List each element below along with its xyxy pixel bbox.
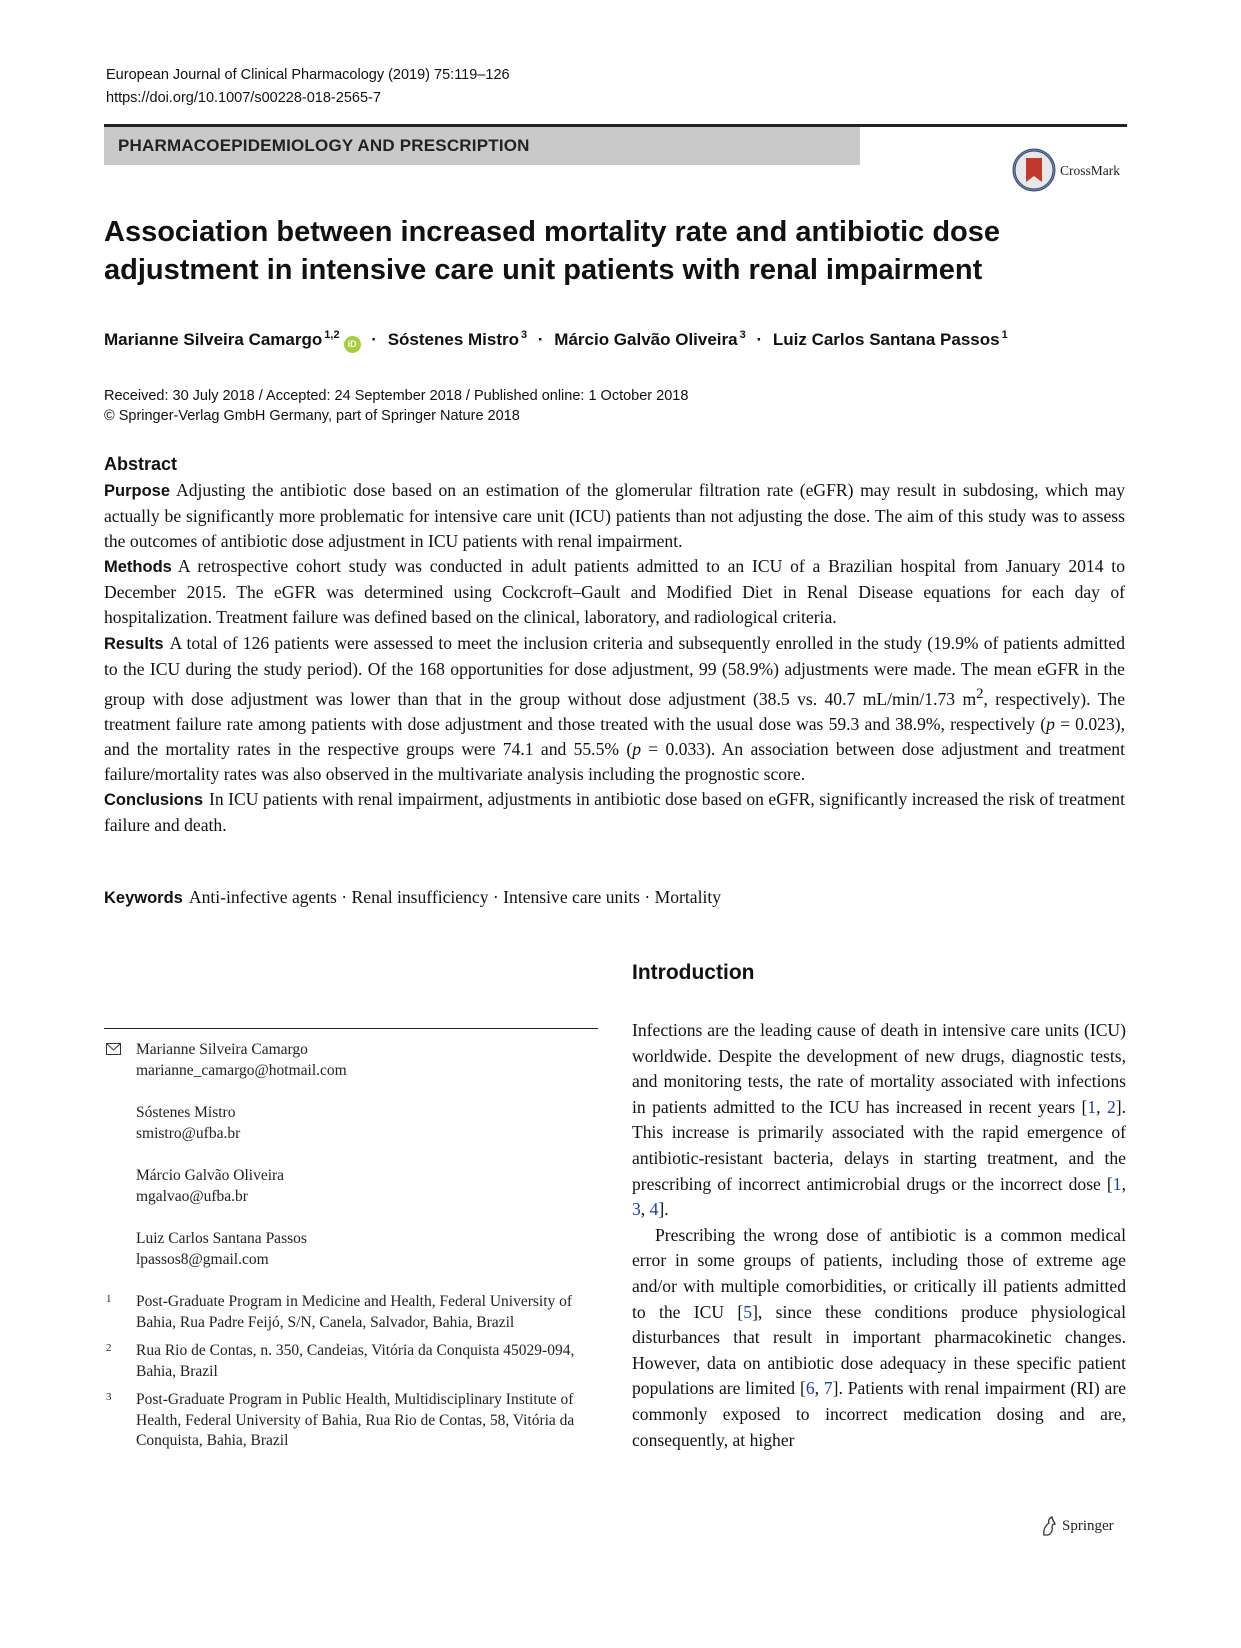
contact-name: Luiz Carlos Santana Passos [136, 1230, 307, 1247]
introduction-paragraph [632, 1223, 1126, 1453]
contact-name: Marianne Silveira Camargo [136, 1041, 308, 1058]
abstract-heading: Abstract [104, 454, 178, 474]
results-label: Results [104, 634, 164, 653]
corresponding-author [104, 1040, 598, 1081]
affiliation-text: Post-Graduate Program in Public Health, Multidisciplinary Institute of Health, Federal University of Bahia, Rua Rio de Contas, 58, Vitória da Conquista, Bahia, Brazil [136, 1391, 575, 1449]
section-label: PHARMACOEPIDEMIOLOGY AND PRESCRIPTION [118, 136, 530, 155]
methods-label: Methods [104, 558, 172, 577]
author-separator: · [371, 330, 377, 349]
keywords-text: Anti-infective agents · Renal insufficiency · Intensive care units · Mortality [188, 887, 722, 907]
author-footnotes [104, 1040, 598, 1460]
abstract-conclusions [104, 787, 1125, 838]
springer-logo [1040, 1515, 1130, 1539]
author-affiliation-ref: 3 [521, 329, 528, 341]
author-contact [104, 1229, 598, 1270]
introduction-paragraph [632, 1018, 1126, 1223]
publisher-name: Springer [1062, 1518, 1114, 1534]
intro-text: Infections are the leading cause of death in intensive care units (ICU) worldwide. Despite the development of new drugs, diagnostic tests, and monitoring tests, the rate of mortality associated with infections in patients admitted to the ICU has increased in recent years [ [632, 1020, 1126, 1117]
author-affiliation-ref: 1 [1001, 329, 1008, 341]
contact-email[interactable]: smistro@ufba.br [136, 1124, 241, 1142]
crossmark-label: CrossMark [1060, 163, 1120, 178]
section-band [104, 127, 860, 165]
abstract-body [104, 478, 1125, 838]
affiliation [104, 1341, 598, 1382]
affiliation-text: Post-Graduate Program in Medicine and Health, Federal University of Bahia, Rua Padre Feijó, S/N, Canela, Salvador, Bahia, Brazil [136, 1293, 573, 1331]
contact-name: Sóstenes Mistro [136, 1104, 236, 1121]
orcid-icon[interactable]: iD [344, 336, 361, 353]
intro-text: , [640, 1199, 650, 1220]
affiliation [104, 1292, 598, 1333]
citation-link[interactable]: 2 [1106, 1096, 1116, 1117]
author-affiliation-ref: 3 [739, 329, 746, 341]
intro-text: ]. Patients with renal impairment (RI) are commonly exposed to incorrect medication dosing and are, consequently, at higher [632, 1378, 1127, 1450]
doi-link[interactable]: https://doi.org/10.1007/s00228-018-2565-7 [106, 90, 381, 106]
keywords-label: Keywords [104, 889, 183, 907]
results-superscript: 2 [976, 685, 984, 702]
title-line-1: Association between increased mortality rate and antibiotic dose [104, 216, 1001, 248]
results-text: = 0.023), and the mortality rates in the respective groups were 74.1 and 55.5% ( [104, 713, 1125, 759]
citation-link[interactable]: 1 [1087, 1096, 1097, 1117]
abstract-methods [104, 554, 1125, 630]
contact-email[interactable]: marianne_camargo@hotmail.com [136, 1061, 347, 1079]
introduction-body [632, 1018, 1126, 1453]
contact-name: Márcio Galvão Oliveira [136, 1167, 285, 1184]
crossmark-icon [1012, 148, 1056, 192]
copyright-notice: © Springer-Verlag GmbH Germany, part of Springer Nature 2018 [104, 408, 520, 424]
citation-link[interactable]: 5 [743, 1301, 753, 1322]
journal-header [106, 64, 510, 110]
author-affiliation-ref: 1,2 [324, 329, 340, 341]
results-text: , respectively). The treatment failure rate among patients with dose adjustment and those treated with the usual dose was 59.3 and 38.9%, respectively ( [104, 688, 1126, 734]
author-name[interactable]: Sóstenes Mistro [387, 330, 520, 349]
methods-text: A retrospective cohort study was conducted in adult patients admitted to an ICU of a Brazilian hospital from January 2014 to December 2015. The eGFR was determined using Cockcroft–Gault and Modified Diet in Renal Disease equations for each day of hospitalization. Treatment failure was defined based on the clinical, laboratory, and radiological criteria. [104, 556, 1125, 628]
conclusions-text: In ICU patients with renal impairment, adjustments in antibiotic dose based on eGFR, significantly increased the risk of treatment failure and death. [104, 788, 1125, 836]
intro-text: , [1121, 1173, 1126, 1194]
contact-email[interactable]: mgalvao@ufba.br [136, 1187, 248, 1205]
intro-text: ], since these conditions produce physiological disturbances that result in important pharmacokinetic changes. However, data on antibiotic dose adequacy in these specific patient populations are limited [ [632, 1301, 1126, 1399]
purpose-label: Purpose [104, 482, 171, 500]
contact-email[interactable]: lpassos8@gmail.com [136, 1250, 269, 1268]
results-text: A total of 126 patients were assessed to meet the inclusion criteria and subsequently enrolled in the study (19.9% of patients admitted to the ICU during the study period). Of the 168 opportunities for dose adjustment, 99 (58.9%) adjustments were made. The mean eGFR in the group with dose adjustment was lower than that in the group without dose adjustment (38.5 vs. 40.7 mL/min/1.73 m [104, 632, 1125, 709]
intro-text: ]. [658, 1199, 669, 1220]
author-contact [104, 1166, 598, 1207]
keywords [104, 885, 1125, 910]
affiliation-number: 3 [106, 1391, 112, 1403]
affiliation-text: Rua Rio de Contas, n. 350, Candeias, Vitória da Conquista 45029-094, Bahia, Brazil [136, 1342, 575, 1380]
springer-horse-icon [1040, 1515, 1058, 1537]
citation-link[interactable]: 3 [632, 1199, 641, 1220]
article-title [104, 213, 1084, 289]
conclusions-label: Conclusions [104, 790, 204, 809]
affiliation [104, 1390, 598, 1452]
author-name[interactable]: Luiz Carlos Santana Passos [772, 330, 1000, 349]
affiliation-number: 2 [106, 1342, 112, 1354]
p-value-symbol: p [632, 738, 641, 759]
intro-text: , [1096, 1096, 1107, 1117]
author-list [104, 323, 1134, 353]
citation-link[interactable]: 7 [823, 1378, 833, 1399]
title-line-2: adjustment in intensive care unit patients with renal impairment [104, 254, 983, 286]
journal-citation: European Journal of Clinical Pharmacology (2019) 75:119–126 [106, 67, 510, 83]
results-text: = 0.033). An association between dose adjustment and treatment failure/mortality rates was also observed in the multivariate analysis including the prognostic score. [104, 738, 1125, 784]
abstract-results [104, 631, 1125, 787]
crossmark-badge[interactable] [1012, 148, 1127, 196]
author-separator: · [756, 330, 763, 349]
purpose-text: Adjusting the antibiotic dose based on an estimation of the glomerular filtration rate (eGFR) may result in subdosing, which may actually be significantly more problematic for intensive care unit (ICU) patients than not adjusting the dose. The aim of this study was to assess the outcomes of antibiotic dose adjustment in ICU patients with renal impairment. [104, 480, 1125, 552]
affiliation-number: 1 [106, 1293, 112, 1305]
citation-link[interactable]: 1 [1112, 1173, 1122, 1194]
introduction-heading: Introduction [632, 961, 755, 984]
p-value-symbol: p [1046, 713, 1055, 734]
intro-text: , [814, 1378, 824, 1399]
intro-text: ]. This increase is primarily associated with the rapid emergence of antibiotic-resistant bacteria, delays in starting treatment, and the prescribing of incorrect antimicrobial drugs or the incorrect dose [ [632, 1096, 1126, 1194]
intro-text: Prescribing the wrong dose of antibiotic is a common medical error in some groups of patients, including those of extreme age and/or with multiple comorbidities, or critically ill patients admitted to the ICU [ [632, 1224, 1126, 1322]
abstract-purpose [104, 478, 1125, 554]
author-contact [104, 1103, 598, 1144]
author-name[interactable]: Marianne Silveira Camargo [104, 330, 323, 349]
author-separator: · [537, 330, 544, 349]
footnote-rule [104, 1028, 598, 1029]
citation-link[interactable]: 4 [649, 1199, 659, 1220]
citation-link[interactable]: 6 [805, 1378, 815, 1399]
envelope-icon [106, 1043, 121, 1055]
author-name[interactable]: Márcio Galvão Oliveira [554, 330, 738, 349]
publication-history: Received: 30 July 2018 / Accepted: 24 September 2018 / Published online: 1 October 2018 [104, 388, 689, 404]
